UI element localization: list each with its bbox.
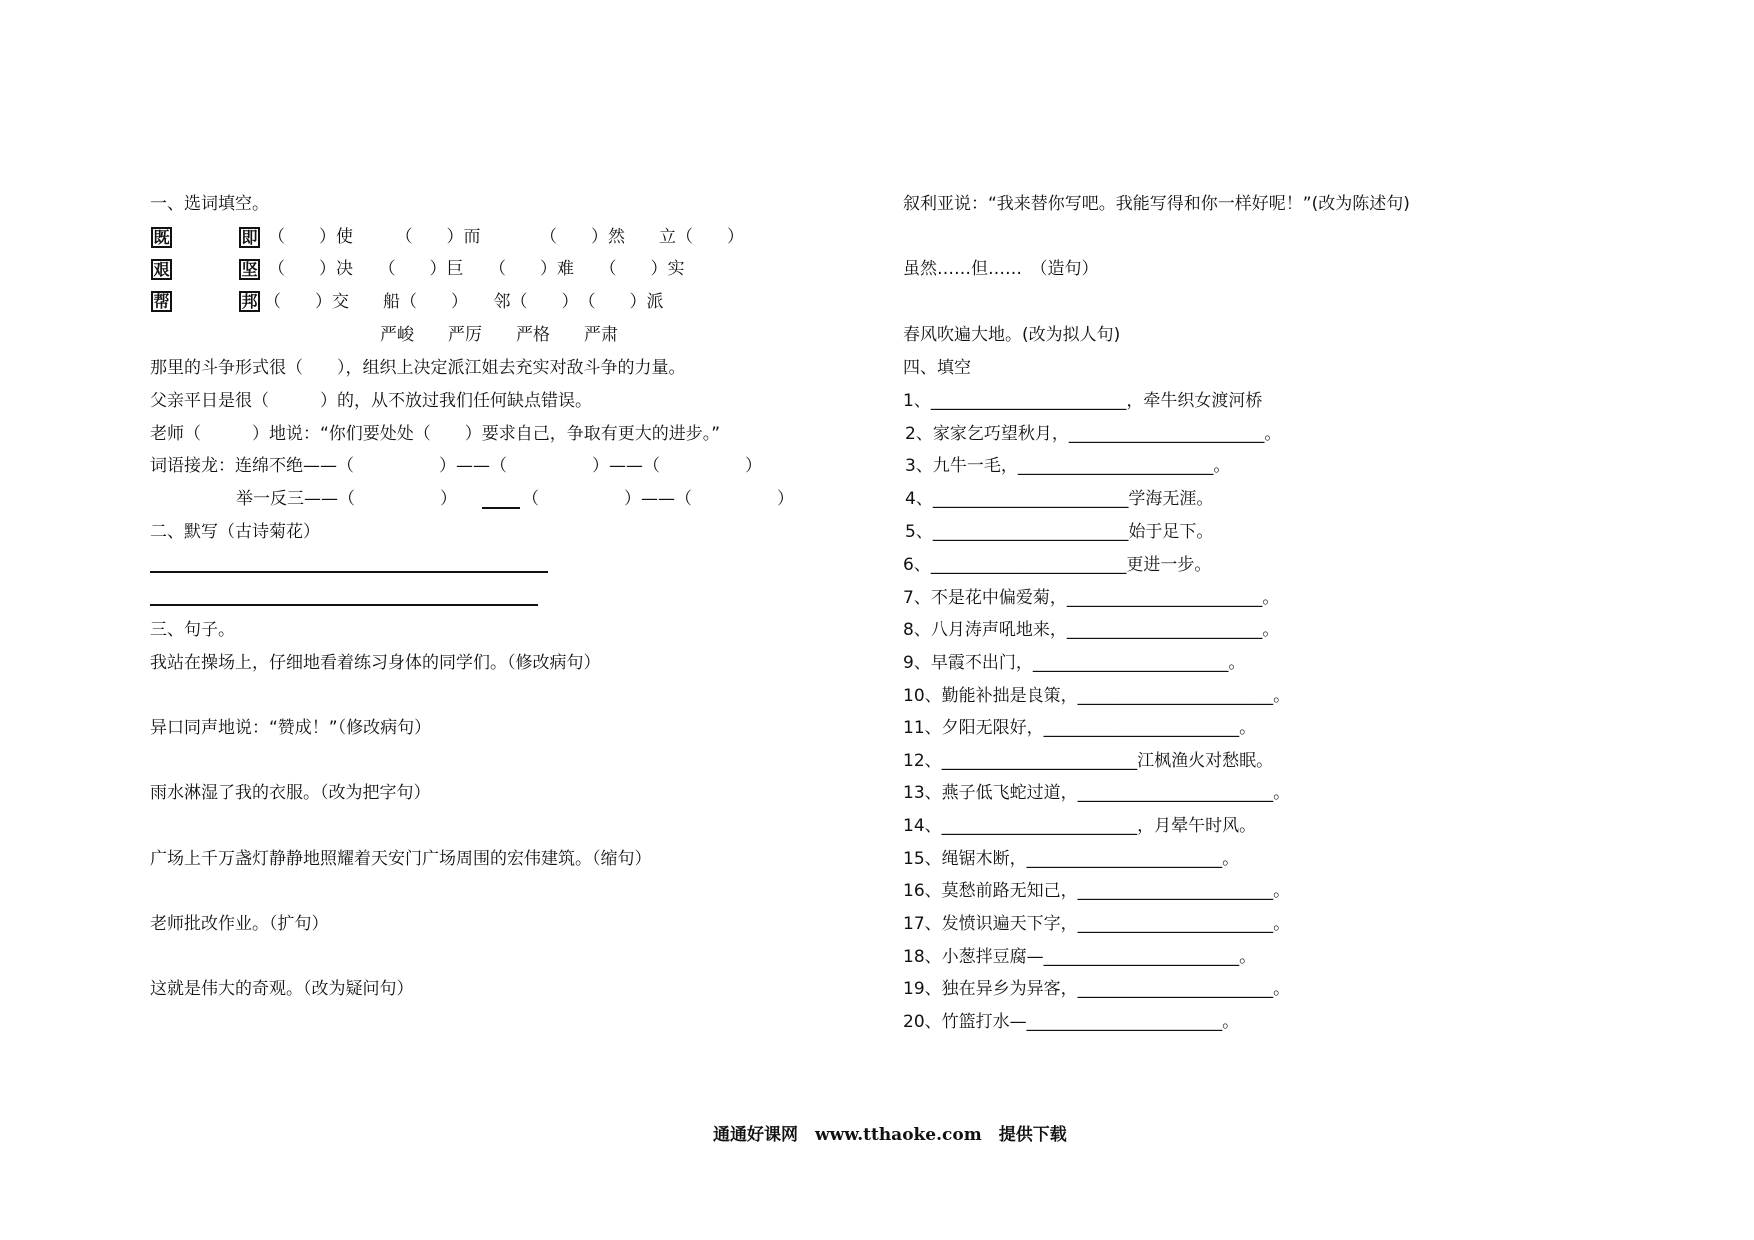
section1-title: 一、选词填空。 [150,194,269,214]
fill-item: 9、早霞不出门，_______________________。 [903,653,1246,673]
footer-credit: 通通好课网 www.tthaoke.com 提供下载 [713,1125,1067,1145]
idiom-blank-line [482,507,520,509]
idiom-chain-end: （ ）——（ ） [522,489,794,509]
fill-item: 12、_______________________江枫渔火对愁眠。 [903,751,1274,771]
char-box: 即 [239,227,260,248]
fill-item: 6、_______________________更进一步。 [903,555,1212,575]
idiom-chain-start: 举一反三——（ ） [236,489,457,509]
sentence-item: 虽然……但…… （造句） [903,259,1099,279]
char-box: 既 [151,227,172,248]
section2-title: 二、默写（古诗菊花） [150,522,320,542]
poem-answer-line [150,571,548,573]
fill-item: 20、竹篮打水—_______________________。 [903,1012,1240,1032]
char-box: 帮 [151,291,172,312]
char-box: 坚 [239,259,260,280]
fill-item: 1、_______________________，牵牛织女渡河桥 [903,391,1263,411]
char-box: 艰 [151,259,172,280]
fill-item: 15、绳锯木断，_______________________。 [903,849,1240,869]
fill-item: 16、莫愁前路无知己，_______________________。 [903,881,1291,901]
char-row-blanks: （ ）交 船（ ） 邻（ ） （ ）派 [264,292,664,312]
sentence-item: 广场上千万盏灯静静地照耀着天安门广场周围的宏伟建筑。（缩句） [150,849,652,869]
idiom-chain: 词语接龙：连绵不绝——（ ）——（ ）——（ ） [150,456,762,476]
fill-sentence: 老师（ ）地说：“你们要处处（ ）要求自己，争取有更大的进步。” [150,424,721,444]
fill-sentence: 父亲平日是很（ ）的，从不放过我们任何缺点错误。 [150,391,592,411]
sentence-item: 雨水淋湿了我的衣服。（改为把字句） [150,783,431,803]
fill-sentence: 那里的斗争形式很（ ），组织上决定派江姐去充实对敌斗争的力量。 [150,358,686,378]
fill-item: 2、家家乞巧望秋月，_______________________。 [905,424,1282,444]
fill-item: 3、九牛一毛，_______________________。 [905,456,1231,476]
fill-item: 14、_______________________，月晕午时风。 [903,816,1257,836]
sentence-item: 春风吹遍大地。(改为拟人句) [903,325,1121,345]
fill-item: 10、勤能补拙是良策，_______________________。 [903,686,1291,706]
section4-title: 四、填空 [903,358,971,378]
sentence-item: 这就是伟大的奇观。（改为疑问句） [150,979,414,999]
char-row-blanks: （ ）决 （ ）巨 （ ）难 （ ）实 [268,259,685,279]
fill-item: 7、不是花中偏爱菊，_______________________。 [903,588,1280,608]
fill-item: 5、_______________________始于足下。 [905,522,1214,542]
fill-item: 13、燕子低飞蛇过道，_______________________。 [903,783,1291,803]
sentence-item: 叙利亚说：“我来替你写吧。我能写得和你一样好呢！”(改为陈述句) [903,194,1410,214]
sentence-item: 异口同声地说：“赞成！”（修改病句） [150,718,432,738]
poem-answer-line [150,604,538,606]
sentence-item: 老师批改作业。（扩句） [150,914,329,934]
fill-item: 17、发愤识遍天下字，_______________________。 [903,914,1291,934]
sentence-item: 我站在操场上，仔细地看着练习身体的同学们。（修改病句） [150,653,601,673]
char-box: 邦 [239,291,260,312]
char-row-blanks: （ ）使 （ ）而 （ ）然 立（ ） [268,227,744,247]
fill-item: 18、小葱拌豆腐—_______________________。 [903,947,1257,967]
fill-item: 11、夕阳无限好，_______________________。 [903,718,1257,738]
fill-item: 8、八月涛声吼地来，_______________________。 [903,620,1280,640]
word-choices: 严峻 严厉 严格 严肃 [380,325,618,345]
fill-item: 4、_______________________学海无涯。 [905,489,1214,509]
section3-title: 三、句子。 [150,620,235,640]
fill-item: 19、独在异乡为异客，_______________________。 [903,979,1291,999]
